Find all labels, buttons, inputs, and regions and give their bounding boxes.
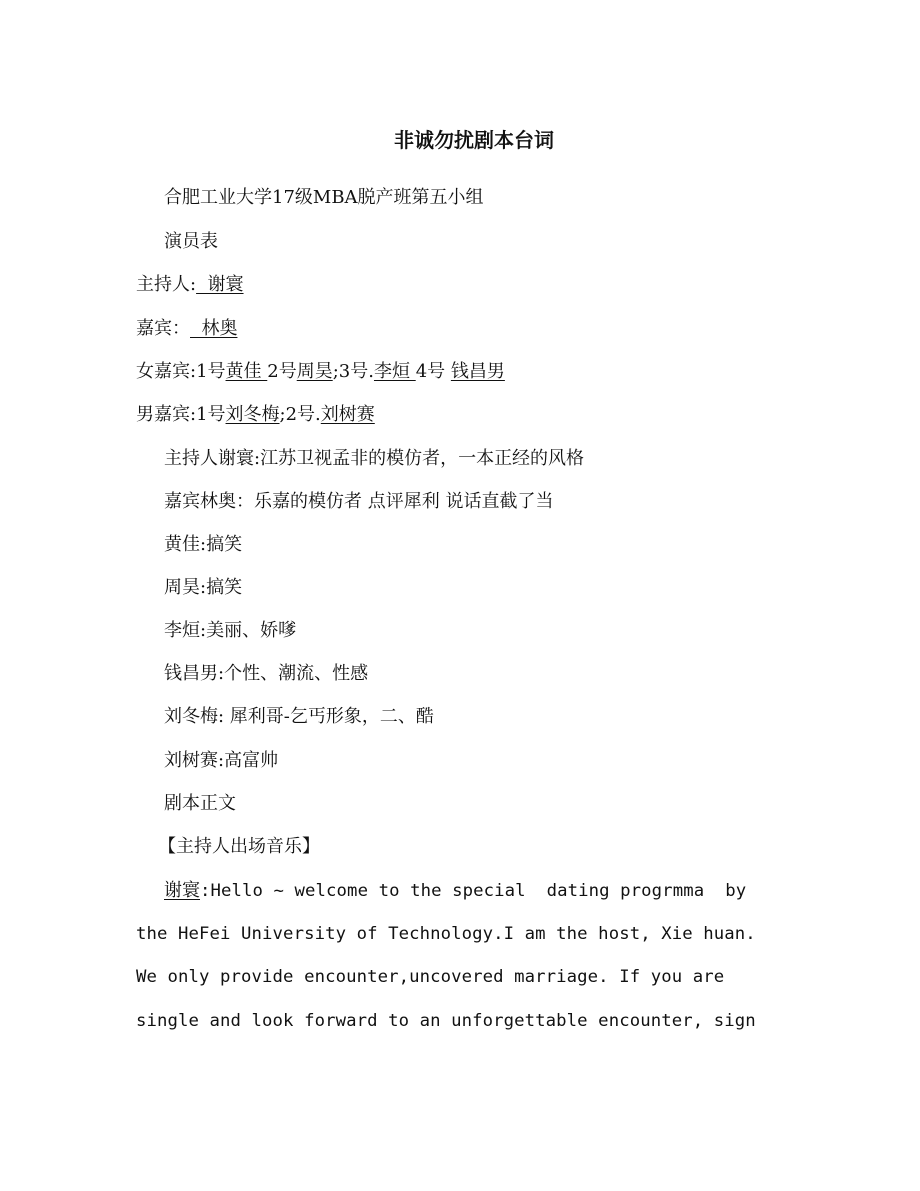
- role-description: 主持人谢寰:江苏卫视孟非的模仿者，一本正经的风格: [164, 448, 585, 469]
- female-guests-label: 女嘉宾:1号: [136, 361, 226, 382]
- cast-heading: 演员表: [164, 231, 218, 252]
- female-guest-4: 钱昌男: [450, 361, 505, 382]
- role-description: 刘冬梅: 犀利哥-乞丐形象，二、酷: [164, 706, 434, 727]
- male-guests-label: 男嘉宾:1号: [136, 404, 226, 425]
- dialogue-line: the HeFei University of Technology.I am the host, Xie huan.: [136, 924, 756, 944]
- role-description: 钱昌男:个性、潮流、性感: [164, 663, 369, 684]
- role-description: 黄佳:搞笑: [164, 534, 243, 555]
- host-label: 主持人:: [136, 274, 197, 295]
- male-guest-2: 刘树赛: [320, 404, 375, 425]
- female-guest-2: 周昊: [296, 361, 333, 382]
- guest-label: 嘉宾：: [136, 318, 190, 339]
- host-line: [136, 272, 244, 298]
- male-guest-sep-1: ;2号.: [279, 404, 321, 425]
- role-description: 李烜:美丽、娇嗲: [164, 620, 297, 641]
- dialogue-speaker: 谢寰: [164, 880, 200, 901]
- female-guest-3: 李烜: [373, 361, 416, 382]
- stage-direction: 【主持人出场音乐】: [158, 836, 320, 857]
- dialogue-text: :Hello ~ welcome to the special dating progrmma by: [200, 881, 747, 901]
- group-line: 合肥工业大学17级MBA脱产班第五小组: [164, 187, 484, 208]
- dialogue-line: [164, 878, 746, 904]
- female-guest-sep-3: 4号: [415, 361, 451, 382]
- role-description: 嘉宾林奥：乐嘉的模仿者 点评犀利 说话直截了当: [164, 491, 554, 512]
- role-description: 刘树赛:高富帅: [164, 750, 279, 771]
- host-name: 谢寰: [196, 274, 244, 295]
- guest-line: [136, 316, 237, 342]
- female-guest-sep-2: ;3号.: [332, 361, 374, 382]
- male-guest-1: 刘冬梅: [225, 404, 280, 425]
- role-description: 周昊:搞笑: [164, 577, 243, 598]
- male-guests-line: [136, 402, 375, 428]
- page-title: 非诚勿扰剧本台词: [394, 128, 554, 152]
- dialogue-line: We only provide encounter,uncovered marriage. If you are: [136, 967, 725, 987]
- female-guest-1: 黄佳: [225, 361, 268, 382]
- female-guest-sep-1: 2号: [267, 361, 297, 382]
- female-guests-line: [136, 359, 505, 385]
- script-heading: 剧本正文: [164, 793, 236, 814]
- guest-name: 林奥: [190, 318, 238, 339]
- dialogue-line: single and look forward to an unforgettable encounter, sign: [136, 1011, 756, 1031]
